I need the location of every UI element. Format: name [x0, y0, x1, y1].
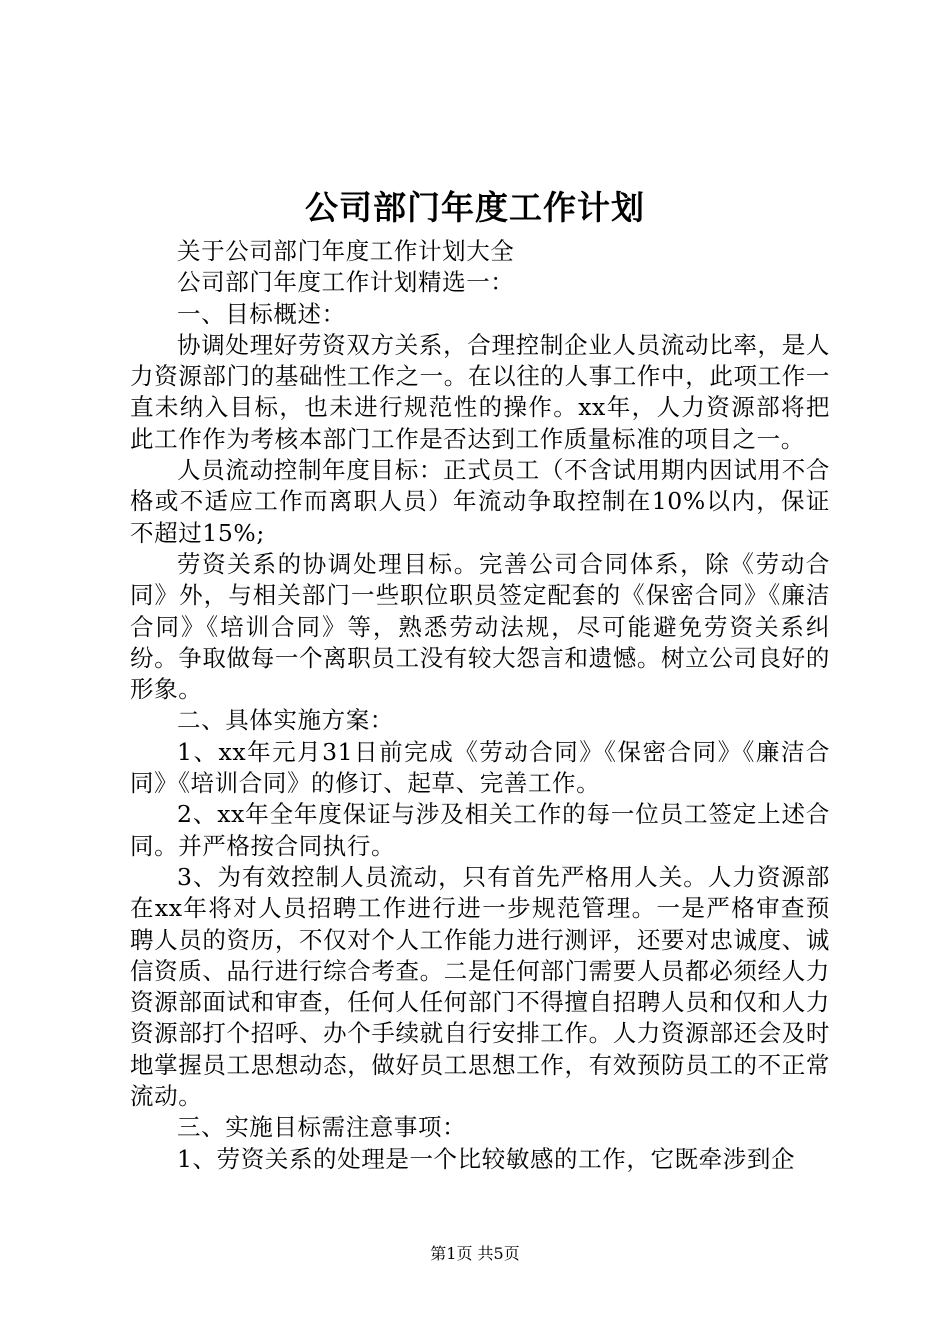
- section-heading: 一、目标概述：: [177, 299, 346, 328]
- section-heading: 三、实施目标需注意事项：: [177, 1113, 467, 1142]
- page-number-footer: 第1页 共5页: [430, 1244, 520, 1263]
- section-heading: 二、具体实施方案：: [177, 706, 394, 735]
- paragraph: 3、为有效控制人员流动，只有首先严格用人关。人力资源部在xx年将对人员招聘工作进行进一步规范管理。一是严格审查预聘人员的资历，不仅对个人工作能力进行测评，还要对忠诚度、诚信资质、品行进行综合考查。二是任何部门需要人员都必须经人力资源部面试和审查，任何人任何部门不得擅自招聘人员和仅和人力资源部打个招呼、办个手续就自行安排工作。人力资源部还会及时地掌握员工思想动态，做好员工思想工作，有效预防员工的不正常流动。: [130, 862, 830, 1111]
- paragraph: 人员流动控制年度目标：正式员工（不含试用期内因试用不合格或不适应工作而离职人员）年流动争取控制在10%以内，保证不超过15%;: [130, 456, 830, 547]
- paragraph: 劳资关系的协调处理目标。完善公司合同体系，除《劳动合同》外，与相关部门一些职位职员签定配套的《保密合同》《廉洁合同》《培训合同》等，熟悉劳动法规，尽可能避免劳资关系纠纷。争取做每一个离职员工没有较大怨言和遗憾。树立公司良好的形象。: [130, 549, 830, 704]
- paragraph: 协调处理好劳资双方关系，合理控制企业人员流动比率，是人力资源部门的基础性工作之一。在以往的人事工作中，此项工作一直未纳入目标，也未进行规范性的操作。xx年，人力资源部将把此工作作为考核本部门工作是否达到工作质量标准的项目之一。: [130, 330, 830, 453]
- paragraph: 1、劳资关系的处理是一个比较敏感的工作，它既牵涉到企: [177, 1144, 796, 1173]
- paragraph: 关于公司部门年度工作计划大全: [177, 237, 515, 265]
- paragraph: 公司部门年度工作计划精选一：: [177, 268, 515, 297]
- paragraph: 2、xx年全年度保证与涉及相关工作的每一位员工签定上述合同。并严格按合同执行。: [130, 800, 830, 860]
- paragraph: 1、xx年元月31日前完成《劳动合同》《保密合同》《廉洁合同》《培训合同》的修订、起草、完善工作。: [130, 737, 830, 798]
- document-title: 公司部门年度工作计划: [305, 188, 645, 227]
- document-body: [130, 236, 830, 1175]
